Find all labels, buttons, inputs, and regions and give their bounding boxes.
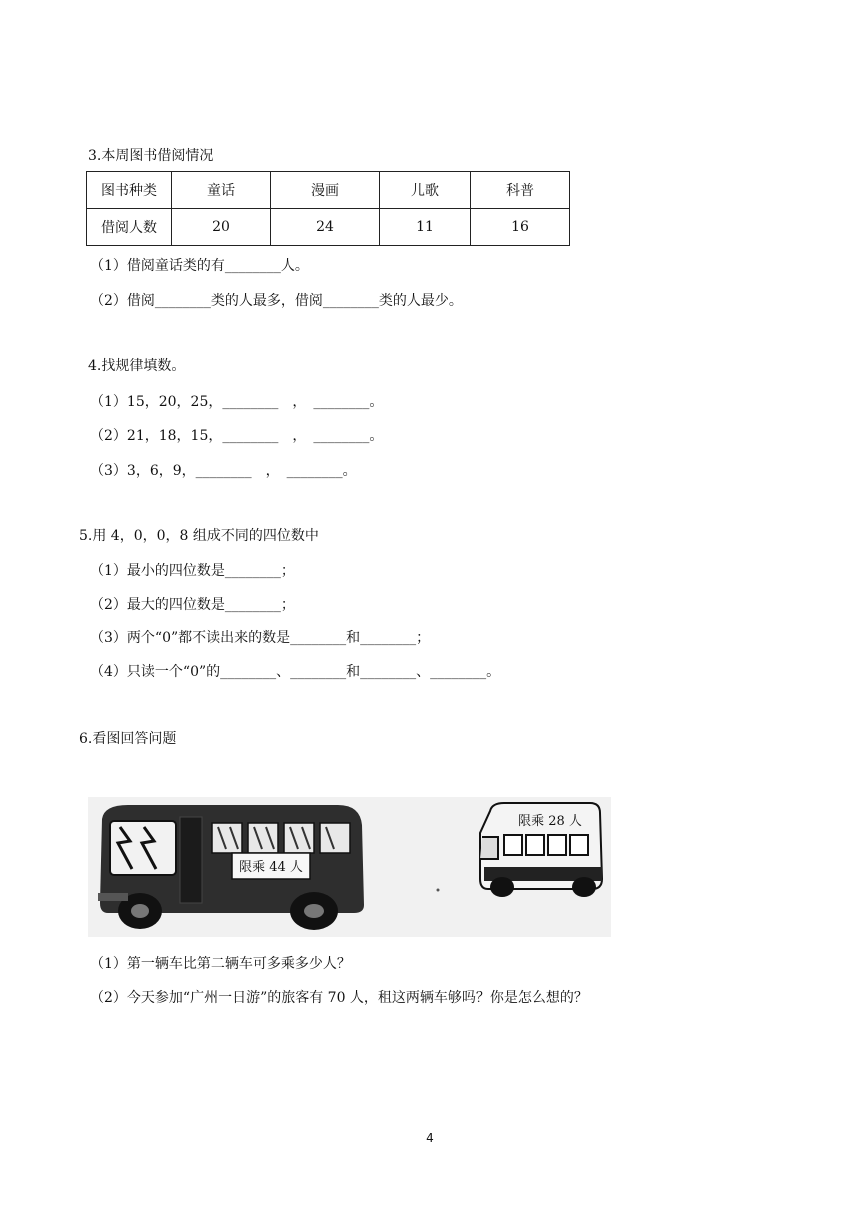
q5-item-2: （2）最大的四位数是________；	[90, 597, 295, 613]
q5-item-4: （4）只读一个“0”的________、________和________、________。	[90, 664, 501, 680]
borrow-table	[86, 171, 570, 246]
table-cell: 借阅人数	[87, 209, 172, 246]
table-cell: 图书种类	[87, 172, 172, 209]
q6-title: 6.看图回答问题	[79, 731, 177, 747]
table-row-values	[87, 209, 570, 246]
table-cell: 漫画	[271, 172, 380, 209]
q4-item-2: （2）21，18，15，________ ， ________。	[90, 428, 384, 444]
q4-item-3: （3）3，6，9，________ ， ________。	[90, 463, 357, 479]
page-number: 4	[426, 1131, 434, 1145]
table-cell: 科普	[471, 172, 570, 209]
q3-title: 3.本周图书借阅情况	[88, 148, 214, 164]
q5-item-1: （1）最小的四位数是________；	[90, 563, 295, 579]
table-row-header	[87, 172, 570, 209]
big-bus-icon	[98, 805, 364, 930]
table-cell: 20	[172, 209, 271, 246]
q6-item-2: （2）今天参加“广州一日游”的旅客有 70 人，租这两辆车够吗？你是怎么想的？	[90, 990, 588, 1006]
q4-title: 4.找规律填数。	[88, 358, 186, 374]
small-van-sign: 限乘 28 人	[518, 814, 582, 829]
table-cell: 16	[471, 209, 570, 246]
dot	[437, 889, 440, 892]
table-cell: 11	[380, 209, 471, 246]
table-cell: 儿歌	[380, 172, 471, 209]
q4-item-1: （1）15，20，25，________ ， ________。	[90, 394, 384, 410]
big-bus-sign: 限乘 44 人	[239, 860, 303, 875]
table-cell: 童话	[172, 172, 271, 209]
table-cell: 24	[271, 209, 380, 246]
q5-title: 5.用 4，0，0，8 组成不同的四位数中	[79, 528, 319, 544]
q6-item-1: （1）第一辆车比第二辆车可多乘多少人？	[90, 956, 351, 972]
bus-illustration	[88, 797, 611, 937]
q3-item-1: （1）借阅童话类的有________人。	[90, 258, 309, 274]
q3-item-2: （2）借阅________类的人最多，借阅________类的人最少。	[90, 293, 463, 309]
q5-item-3: （3）两个“0”都不读出来的数是________和________；	[90, 630, 431, 646]
